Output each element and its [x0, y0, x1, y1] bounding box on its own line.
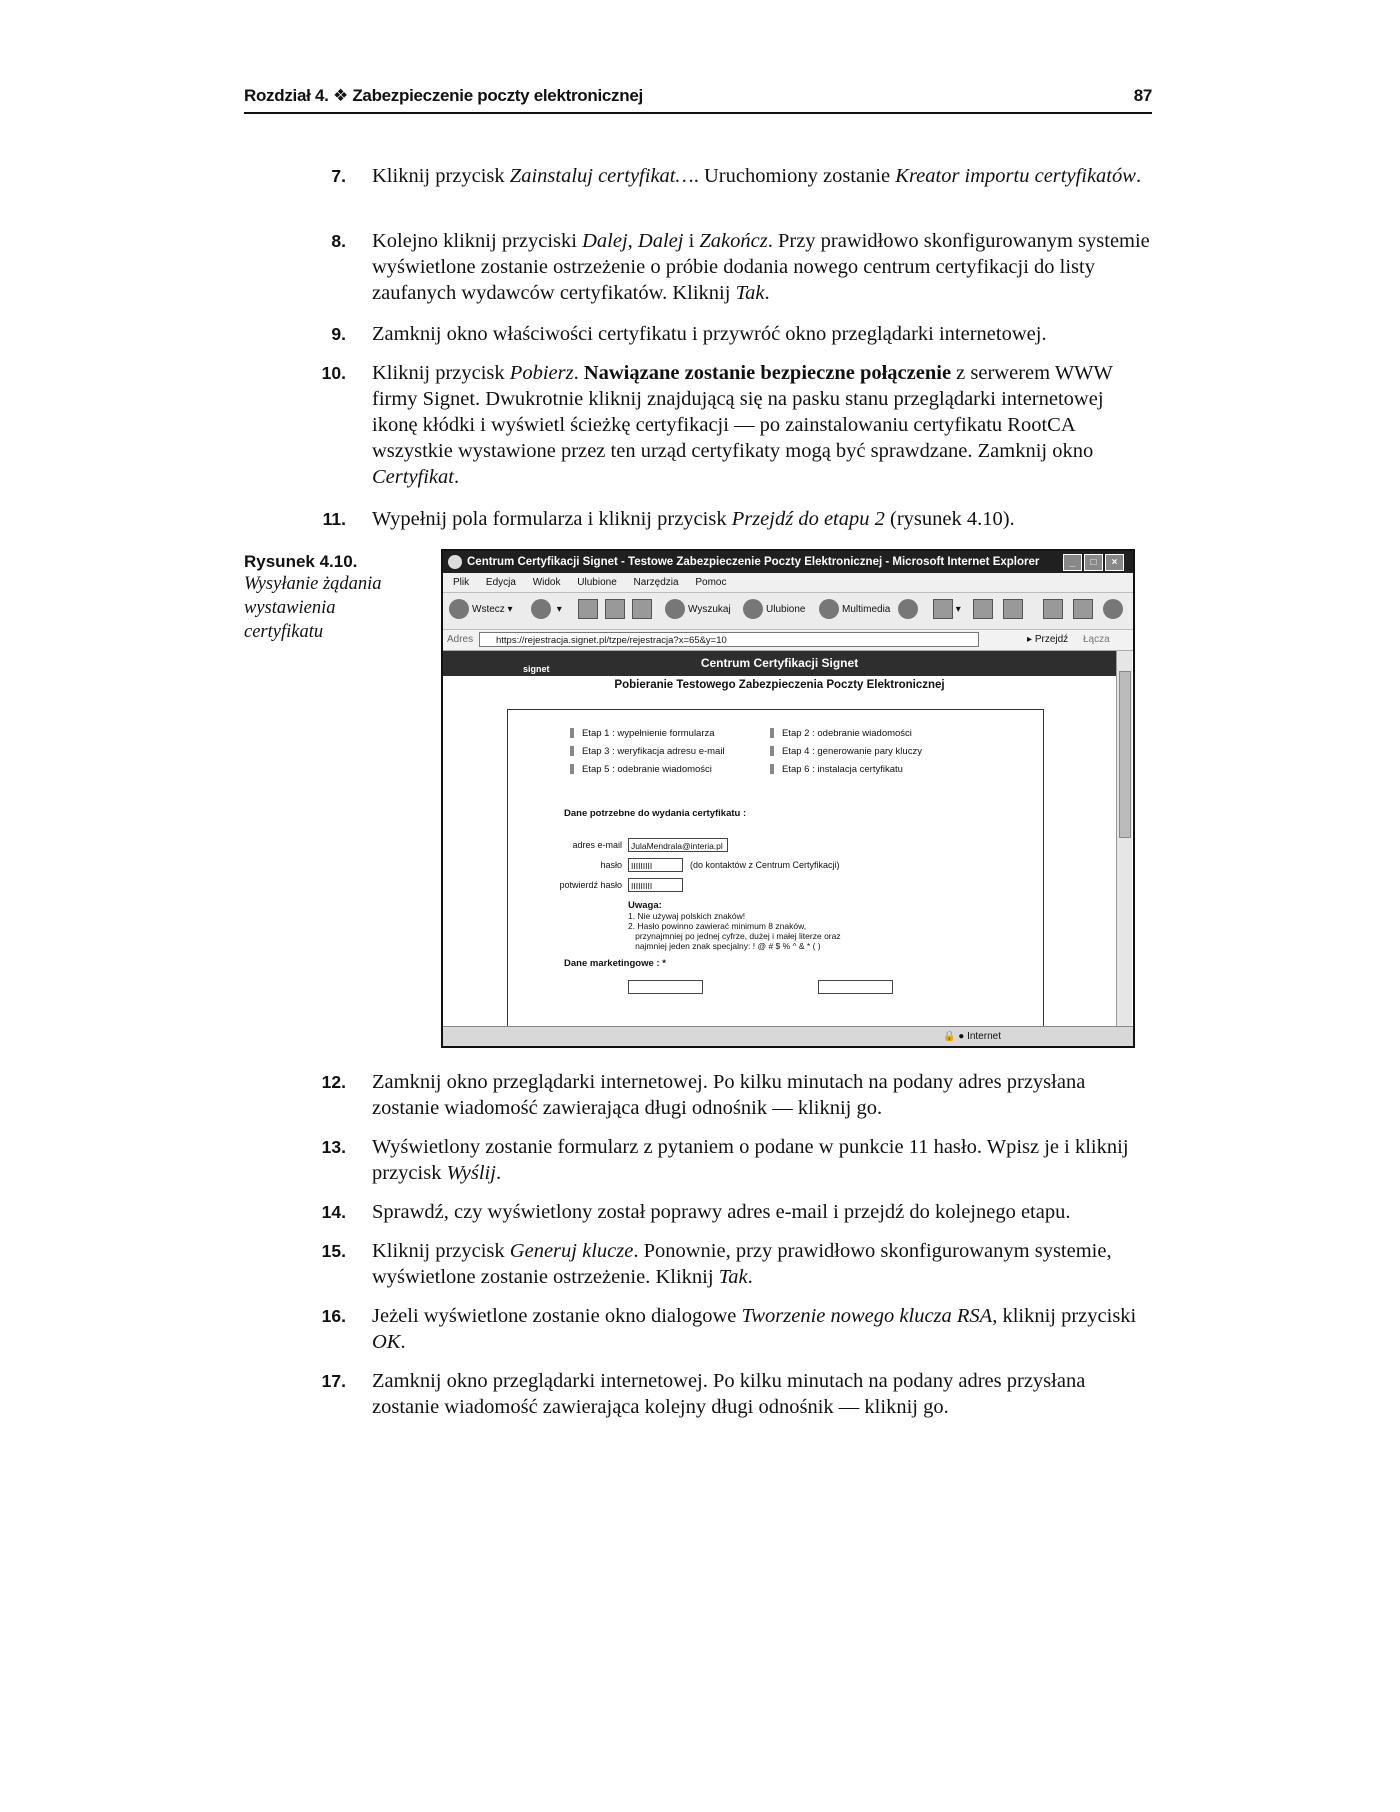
confirm-password-input[interactable]: IIIIIIIII [628, 878, 683, 892]
favorites-button[interactable]: Ulubione [743, 599, 805, 621]
step-text: Zamknij okno przeglądarki internetowej. Po kilku minutach na podany adres przysłana zostanie wiadomość zawierająca długi odnośnik — kliknij go. [372, 1071, 1086, 1119]
links-button[interactable]: Łącza [1083, 634, 1110, 645]
step-13 [321, 1134, 1152, 1186]
step-12 [321, 1069, 1152, 1121]
home-button[interactable] [632, 599, 652, 621]
chapter-title: Rozdział 4. ❖ Zabezpieczenie poczty elektronicznej [244, 86, 643, 105]
menu-help[interactable]: Pomoc [695, 577, 727, 588]
stage-6: Etap 6 : instalacja certyfikatu [770, 764, 903, 775]
step-16 [321, 1303, 1152, 1355]
refresh-button[interactable] [605, 599, 625, 621]
step-text: Kolejno kliknij przyciski Dalej, Dalej i Zakończ. Przy prawidłowo skonfigurowanym systemie wyświetlone zostanie ostrzeżenie o próbie dodania nowego centrum certyfikacji do listy zaufanych wydawców certyfikatów. Kliknij Tak. [372, 230, 1150, 304]
figure-label: Rysunek 4.10. [244, 552, 358, 571]
figure-description: Wysyłanie żądania wystawienia certyfikatu [244, 574, 382, 642]
browser-screenshot [441, 549, 1135, 1048]
search-button[interactable]: Wyszukaj [665, 599, 731, 621]
security-zone[interactable]: 🔒 ● Internet [943, 1031, 1001, 1042]
messenger-button[interactable] [1103, 599, 1126, 621]
figure-caption [244, 552, 419, 644]
refresh-icon [605, 599, 625, 619]
email-input[interactable]: JulaMendrala@interia.pl [628, 838, 728, 852]
address-bar [443, 630, 1133, 651]
password-warning: Uwaga: 1. Nie używaj polskich znaków! 2. Hasło powinno zawierać minimum 8 znaków, przynajmniej po jednej cyfrze, dużej i małej literze oraz najmniej jeden znak specjalny: ! @ # $ % ^ & * ( ) [628, 900, 841, 951]
registration-form [507, 709, 1044, 1026]
menu-tools[interactable]: Narzędzia [633, 577, 679, 588]
edit-button[interactable] [1003, 599, 1023, 621]
step-text: Kliknij przycisk Zainstaluj certyfikat…. Uruchomiony zostanie Kreator importu certyfikatów. [372, 165, 1142, 187]
step-number: 17. [321, 1371, 346, 1391]
mail-icon [933, 599, 953, 619]
step-17 [321, 1368, 1152, 1420]
step-text: Zamknij okno przeglądarki internetowej. Po kilku minutach na podany adres przysłana zostanie wiadomość zawierająca kolejny długi odnośnik — kliknij go. [372, 1370, 1086, 1418]
go-button[interactable]: ▸ Przejdź [1027, 634, 1069, 645]
step-14 [321, 1199, 1152, 1225]
step-15 [321, 1238, 1152, 1290]
stage-1: Etap 1 : wypełnienie formularza [570, 728, 715, 739]
back-button[interactable]: Wstecz ▾ [449, 599, 513, 621]
site-logo: signet [523, 664, 550, 674]
confirm-password-label: potwierdź hasło [559, 880, 622, 890]
password-note: (do kontaktów z Centrum Certyfikacji) [690, 860, 840, 870]
stage-4: Etap 4 : generowanie pary kluczy [770, 746, 922, 757]
step-number: 11. [322, 509, 346, 529]
step-number: 8. [331, 231, 346, 251]
password-input[interactable]: IIIIIIIII [628, 858, 683, 872]
step-text: Zamknij okno właściwości certyfikatu i przywróć okno przeglądarki internetowej. [372, 323, 1047, 345]
password-label: hasło [600, 860, 622, 870]
close-icon[interactable]: × [1105, 554, 1124, 571]
stage-3: Etap 3 : weryfikacja adresu e-mail [570, 746, 725, 757]
research-icon [1073, 599, 1093, 619]
step-text: Kliknij przycisk Pobierz. Nawiązane zostanie bezpieczne połączenie z serwerem WWW firmy Signet. Dwukrotnie kliknij znajdującą się na pasku stanu przeglądarki internetowej ikonę kłódki i wyświetl ścieżkę certyfikacji — po zainstalowaniu certyfikatu RootCA wszystkie wystawione przez ten urząd certyfikaty mogą być sprawdzane. Zamknij okno Certyfikat. [372, 362, 1113, 488]
step-number: 12. [321, 1072, 346, 1092]
stage-5: Etap 5 : odebranie wiadomości [570, 764, 712, 775]
home-icon [632, 599, 652, 619]
step-number: 10. [321, 363, 346, 383]
mail-button[interactable]: ▾ [933, 599, 961, 621]
maximize-icon[interactable]: □ [1084, 554, 1103, 571]
forward-button[interactable]: ▾ [531, 599, 562, 621]
marketing-data-heading: Dane marketingowe : * [564, 958, 666, 969]
page-number: 87 [1133, 86, 1152, 105]
step-8 [331, 228, 1152, 306]
stage-2: Etap 2 : odebranie wiadomości [770, 728, 912, 739]
edit-icon [1003, 599, 1023, 619]
step-number: 13. [321, 1137, 346, 1157]
step-number: 7. [331, 166, 346, 186]
step-number: 16. [321, 1306, 346, 1326]
research-button[interactable] [1073, 599, 1093, 621]
window-title: Centrum Certyfikacji Signet - Testowe Zabezpieczenie Poczty Elektronicznej - Microsoft Internet Explorer [467, 556, 1040, 568]
status-bar [443, 1026, 1133, 1047]
step-10 [321, 360, 1152, 490]
discuss-icon [1043, 599, 1063, 619]
menu-file[interactable]: Plik [453, 577, 470, 588]
menu-bar [443, 573, 1133, 593]
history-button[interactable] [898, 599, 921, 621]
email-label: adres e-mail [572, 840, 622, 850]
step-11 [322, 506, 1152, 532]
step-text: Wypełnij pola formularza i kliknij przycisk Przejdź do etapu 2 (rysunek 4.10). [372, 508, 1015, 530]
print-icon [973, 599, 993, 619]
marketing-select-2[interactable] [818, 980, 893, 994]
step-text: Jeżeli wyświetlone zostanie okno dialogowe Tworzenie nowego klucza RSA, kliknij przyciski OK. [372, 1305, 1137, 1353]
history-icon [898, 599, 918, 619]
site-banner [443, 651, 1116, 676]
browser-toolbar [443, 593, 1133, 630]
vertical-scrollbar[interactable] [1116, 651, 1132, 1026]
scroll-thumb[interactable] [1119, 671, 1131, 838]
menu-favorites[interactable]: Ulubione [577, 577, 617, 588]
menu-view[interactable]: Widok [532, 577, 561, 588]
step-9 [331, 321, 1152, 347]
star-icon [743, 599, 763, 619]
messenger-icon [1103, 599, 1123, 619]
search-icon [665, 599, 685, 619]
step-number: 14. [321, 1202, 346, 1222]
forward-icon [531, 599, 551, 619]
address-label: Adres [447, 634, 474, 645]
media-button[interactable]: Multimedia [819, 599, 890, 621]
media-icon [819, 599, 839, 619]
running-header [244, 86, 1152, 114]
stop-icon [578, 599, 598, 619]
back-icon [449, 599, 469, 619]
required-data-heading: Dane potrzebne do wydania certyfikatu : [564, 808, 747, 819]
print-button[interactable] [973, 599, 993, 621]
banner-title: Centrum Certyfikacji Signet [700, 656, 859, 670]
address-input[interactable]: https://rejestracja.signet.pl/tzpe/rejestracja?x=65&y=10 [479, 632, 979, 647]
marketing-select-1[interactable] [628, 980, 703, 994]
page-content [443, 651, 1116, 1026]
ie-icon [448, 555, 462, 569]
step-text: Wyświetlony zostanie formularz z pytaniem o podane w punkcie 11 hasło. Wpisz je i kliknij przycisk Wyślij. [372, 1136, 1129, 1184]
window-titlebar [443, 551, 1133, 573]
step-number: 15. [321, 1241, 346, 1261]
minimize-icon[interactable]: _ [1063, 554, 1082, 571]
step-7 [331, 163, 1152, 189]
stop-button[interactable] [578, 599, 598, 621]
discuss-button[interactable] [1043, 599, 1063, 621]
step-text: Kliknij przycisk Generuj klucze. Ponownie, przy prawidłowo skonfigurowanym systemie, wyświetlone zostanie ostrzeżenie. Kliknij Tak. [372, 1240, 1112, 1288]
menu-edit[interactable]: Edycja [485, 577, 516, 588]
step-number: 9. [331, 324, 346, 344]
step-text: Sprawdź, czy wyświetlony został poprawy adres e-mail i przejdź do kolejnego etapu. [372, 1201, 1071, 1223]
page-subtitle: Pobieranie Testowego Zabezpieczenia Poczty Elektronicznej [614, 679, 945, 691]
